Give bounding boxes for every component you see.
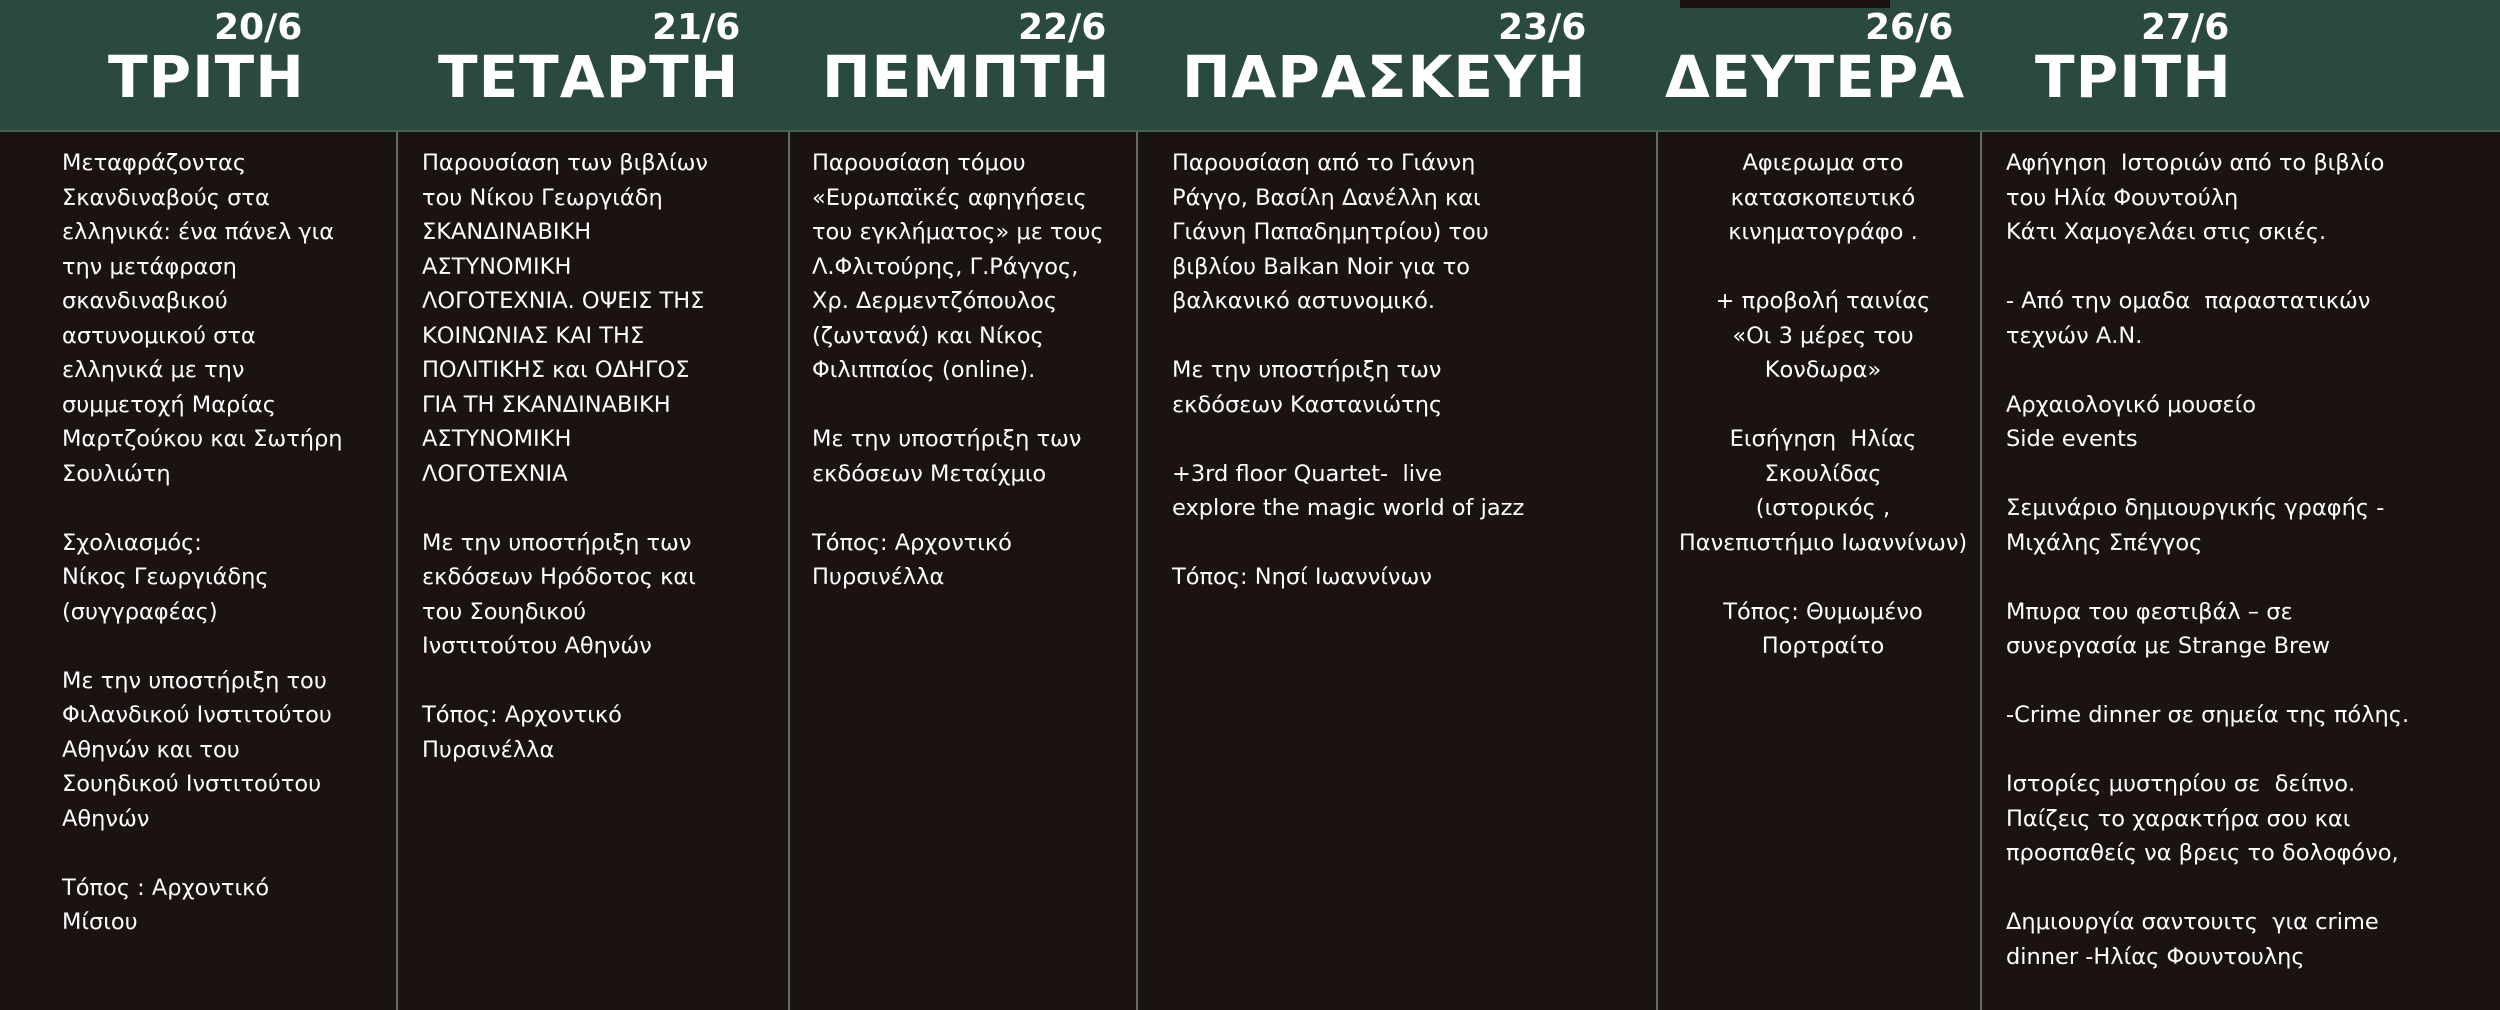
event-paragraph: Αφήγηση Ιστοριών από το βιβλίο του Ηλία Φουντούλη Κάτι Χαμογελάει στις σκιές. [2006, 150, 2385, 245]
event-paragraph: Παρουσίαση των βιβλίων του Νίκου Γεωργιάδη ΣΚΑΝΔΙΝΑΒΙΚΗ ΑΣΤΥΝΟΜΙΚΗ ΛΟΓΟΤΕΧΝΙΑ. ΟΨΕΙΣ ΤΗΣ ΚΟΙΝΩΝΙΑΣ ΚΑΙ ΤΗΣ ΠΟΛΙΤΙΚΗΣ και ΟΔΗΓΟΣ ΓΙΑ ΤΗ ΣΚΑΝΔΙΝΑΒΙΚΗ ΑΣΤΥΝΟΜΙΚΗ ΛΟΓΟΤΕΧΝΙΑ [422, 150, 708, 487]
day-name: ΔΕΥΤΕΡΑ [1665, 43, 1966, 111]
event-paragraph: Τόπος: Αρχοντικό Πυρσινέλλα [422, 702, 622, 763]
event-paragraph: Μπυρα του φεστιβάλ – σε συνεργασία με Strange Brew [2006, 598, 2331, 659]
schedule-column-26-6 [1656, 132, 1980, 1010]
schedule-column-20-6 [0, 132, 396, 1010]
schedule-column-27-6 [1980, 132, 2500, 1010]
event-paragraph: Τόπος: Νησί Ιωαννίνων [1172, 564, 1432, 590]
event-paragraph: Αφιερωμα στο κατασκοπευτικό κινηματογράφο . [1728, 150, 1918, 245]
event-paragraph: + προβολή ταινίας «Οι 3 μέρες του Κονδωρα» [1715, 288, 1931, 383]
event-paragraph: Σχολιασμός: Νίκος Γεωργιάδης (συγγραφέας) [62, 529, 269, 625]
event-paragraph: Με την υποστήριξη των εκδόσεων Μεταίχμιο [812, 426, 1082, 487]
day-header-23-6 [1182, 0, 1602, 130]
event-paragraph: Παρουσίαση τόμου «Ευρωπαϊκές αφηγήσεις του εγκλήματος» με τους Λ.Φλιτούρης, Γ.Ράγγος, Χρ. Δερμεντζόπουλος (ζωντανά) και Νίκος Φιλιππαίος (online). [812, 150, 1104, 383]
event-paragraph: Παρουσίαση από το Γιάννη Ράγγο, Βασίλη Δανέλλη και Γιάννη Παπαδημητρίου) του βιβλίου Balkan Noir για το βαλκανικό αστυνομικό. [1172, 150, 1489, 314]
schedule-column-21-6 [396, 132, 788, 1010]
event-paragraph: Τόπος : Αρχοντικό Μίσιου [62, 874, 270, 935]
event-paragraph: Με την υποστήριξη των εκδόσεων Ηρόδοτος και του Σουηδικού Ινστιτούτου Αθηνών [422, 529, 696, 659]
event-paragraph: Αρχαιολογικό μουσείο Side events [2006, 391, 2256, 452]
day-name: ΤΕΤΑΡΤΗ [438, 43, 740, 111]
day-name: ΤΡΙΤΗ [2035, 43, 2232, 111]
day-header-20-6 [108, 0, 318, 130]
day-date: 22/6 [1018, 7, 1107, 48]
day-header-27-6 [2035, 0, 2265, 130]
event-paragraph: Εισήγηση Ηλίας Σκουλίδας (ιστορικός , Πανεπιστήμιο Ιωαννίνων) [1678, 426, 1968, 556]
day-date: 23/6 [1498, 7, 1587, 48]
event-paragraph: Σεμινάριο δημιουργικής γραφής - Μιχάλης Σπέγγος [2006, 495, 2385, 556]
schedule-column-22-6 [788, 132, 1136, 1010]
day-name: ΠΑΡΑΣΚΕΥΗ [1182, 43, 1587, 111]
event-paragraph: Ιστορίες μυστηρίου σε δείπνο. Παίζεις το χαρακτήρα σου και προσπαθείς να βρεις το δολοφόνο, [2006, 771, 2399, 866]
event-paragraph: Δημιουργία σαντουιτς για crime dinner -Ηλίας Φουντουλης [2006, 909, 2379, 970]
event-paragraph: Με την υποστήριξη του Φιλανδικού Ινστιτούτου Αθηνών και του Σουηδικού Ινστιτούτου Αθηνών [62, 667, 332, 832]
event-paragraph: Τόπος: Αρχοντικό Πυρσινέλλα [812, 529, 1012, 590]
day-header-21-6 [438, 0, 758, 130]
day-header-26-6 [1665, 0, 1980, 130]
event-paragraph: -Crime dinner σε σημεία της πόλης. [2006, 702, 2410, 728]
event-paragraph: +3rd floor Quartet- live explore the magic world of jazz [1172, 460, 1525, 521]
event-paragraph: Με την υποστήριξη των εκδόσεων Καστανιώτης [1172, 357, 1443, 418]
day-date: 27/6 [2141, 7, 2230, 48]
event-paragraph: Τόπος: Θυμωμένο Πορτραίτο [1723, 598, 1923, 659]
schedule-column-23-6 [1136, 132, 1656, 1010]
day-date: 21/6 [652, 7, 741, 48]
day-name: ΠΕΜΠΤΗ [822, 43, 1111, 111]
event-paragraph: - Από την ομαδα παραστατικών τεχνών Α.Ν. [2006, 288, 2371, 349]
day-name: ΤΡΙΤΗ [108, 43, 305, 111]
day-date: 20/6 [214, 7, 303, 48]
event-paragraph: Μεταφράζοντας Σκανδιναβούς στα ελληνικά: ένα πάνελ για την μετάφραση σκανδιναβικού αστυνομικού στα ελληνικά με την συμμετοχή Μαρίας Μαρτζούκου και Σωτήρη Σουλιώτη [62, 150, 343, 487]
day-date: 26/6 [1865, 7, 1954, 48]
day-header-22-6 [822, 0, 1122, 130]
